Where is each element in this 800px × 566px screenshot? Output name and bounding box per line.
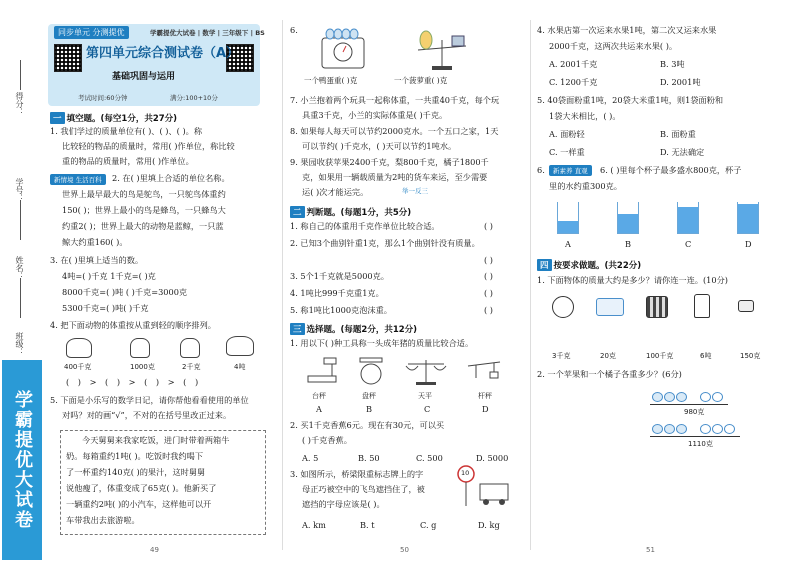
brace-line — [650, 404, 728, 405]
unit-tag: 同步单元 分测提优 — [54, 26, 129, 39]
ox-icon — [66, 338, 92, 358]
option[interactable]: C. g — [420, 520, 437, 530]
c1-line: 1. 用以下( )种工具称一头成年猪的质量比较合适。 — [290, 338, 474, 348]
qr-code-icon — [54, 44, 82, 72]
diary-line: 奶。每箱重约1吨( )。吃饭时我约喝下 — [66, 451, 204, 461]
name-line — [20, 278, 21, 318]
option[interactable]: D. 2001吨 — [660, 77, 701, 87]
cup-a — [557, 202, 579, 234]
section-judge — [290, 206, 411, 218]
q6-label: 一个菠萝重( )克 — [394, 76, 448, 85]
q2-line: 2. 在( )里填上合适的单位名称。 — [112, 173, 230, 183]
steelyard-icon — [466, 356, 502, 386]
chicken-icon — [130, 338, 150, 358]
weight-label: 400千克 — [64, 363, 92, 371]
diary-line: 今天舅舅来我家吃饭，进门时带着两箱牛 — [82, 435, 230, 445]
section-number: 二 — [290, 206, 305, 218]
tool-label: 盘秤 — [362, 392, 376, 400]
section-practice — [537, 259, 641, 271]
option-letter[interactable]: B — [625, 239, 632, 249]
q3-line: 5300千克=( )吨( )千克 — [62, 303, 149, 313]
page-title: 第四单元综合测试卷（A） — [86, 46, 240, 61]
eraser-icon — [738, 300, 754, 312]
q6-label: 一个鸭蛋重( )克 — [304, 76, 358, 85]
option[interactable]: B. 50 — [358, 453, 380, 463]
full-score: 满分:100+10分 — [170, 94, 218, 102]
new-context-tag: 新情境 生活百科 — [50, 174, 106, 185]
option-letter[interactable]: B — [366, 404, 373, 414]
total-weight-2: 1110克 — [688, 440, 713, 448]
option-letter[interactable]: A — [316, 404, 322, 414]
option-letter[interactable]: D — [482, 404, 489, 414]
orange-icon — [700, 424, 711, 434]
q1-line: 比较轻的物品的质量时，常用( )作单位，称比较 — [62, 141, 235, 151]
tool-label: 杆秤 — [478, 392, 492, 400]
balance-icon — [404, 356, 448, 386]
order-line: ( ) > ( ) > ( ) > ( ) — [66, 377, 202, 387]
c6-line: 6. ( )里每个杯子最多盛水800克，杯子 — [600, 165, 742, 175]
section-label: 填空题。(每空1分，共27分) — [66, 114, 178, 124]
tool-label: 天平 — [418, 392, 432, 400]
judge-paren[interactable]: ( ) — [484, 305, 493, 315]
c3-line: 母正巧被空中的飞鸟遮挡住了，被 — [302, 484, 425, 494]
binding-strip — [0, 0, 44, 566]
exam-time: 考试时间:60分钟 — [78, 94, 128, 102]
cup-d — [737, 202, 759, 234]
diary-line: 了一杯重约140克( )的果汁，这时舅舅 — [66, 467, 206, 477]
section-label: 判断题。(每题1分，共5分) — [306, 208, 412, 218]
c6-number: 6. — [537, 165, 545, 175]
c5-line: 5. 40袋面粉重1吨，20袋大米重1吨，则1袋面粉和 — [537, 95, 724, 105]
judge-item: 1. 称自己的体重用千克作单位比较合适。 — [290, 221, 440, 231]
section-number: 四 — [537, 259, 552, 271]
detergent-bottle-icon — [694, 294, 710, 318]
c4-line: 4. 水果店第一次运来水果1吨，第二次又运来水果 — [537, 25, 717, 35]
judge-paren[interactable]: ( ) — [484, 255, 493, 265]
weight-label: 2千克 — [182, 363, 201, 371]
p2-line: 2. 一个苹果和一个橘子各重多少？(6分) — [537, 369, 682, 379]
option[interactable]: C. 1200千克 — [549, 77, 598, 87]
apple-icon — [652, 424, 663, 434]
balance-pineapple-icon — [412, 28, 472, 72]
option-letter[interactable]: A — [565, 239, 571, 249]
apple-icon — [664, 424, 675, 434]
diary-line: 说他瘦了，体重变成了65克( )。他新买了 — [66, 483, 217, 493]
q9-line: 克，如果用一辆载质量为2吨的货车来运，至少需要 — [302, 172, 488, 182]
q9-line: 运( )次才能运完。 — [302, 187, 369, 197]
judge-paren[interactable]: ( ) — [484, 271, 493, 281]
apple-icon — [652, 392, 663, 402]
rhino-icon — [226, 336, 254, 356]
name-label: 姓名： — [15, 256, 24, 280]
option-letter[interactable]: C — [424, 404, 431, 414]
dial-scale-icon — [356, 356, 386, 386]
section-number: 一 — [50, 112, 65, 124]
page-number: 50 — [400, 546, 409, 554]
c2-line: ( )千克香蕉。 — [302, 435, 352, 445]
diary-line: 一辆重约2吨( )的小汽车，这样他可以开 — [66, 499, 212, 509]
c4-line: 2000千克，这两次共运来水果( )。 — [549, 41, 678, 51]
q2-line: 约重2( )；世界上最大的动物是蓝鲸，一只蓝 — [62, 221, 224, 231]
brace-line — [650, 436, 740, 437]
practice-tag: 举一反三 — [402, 187, 428, 195]
judge-paren[interactable]: ( ) — [484, 221, 493, 231]
page-subtitle: 基础巩固与运用 — [112, 72, 176, 82]
option[interactable]: B. 面粉重 — [660, 129, 696, 139]
cup-c — [677, 202, 699, 234]
chocolate-icon — [646, 296, 668, 318]
q3-line: 4吨=( )千克 1千克=( )克 — [62, 271, 156, 281]
series-label: 学霸提优大试卷 | 数学 | 三年级下 | BS — [150, 29, 265, 37]
q3-line: 3. 在( )里填上适当的数。 — [50, 255, 144, 265]
orange-icon — [724, 424, 735, 434]
q8-line: 可以节约( )千克水，( )天可以节约1吨水。 — [302, 141, 457, 151]
apple-icon — [664, 392, 675, 402]
score-label: 得分： — [15, 92, 24, 116]
diary-line: 车带我出去旅游啦。 — [66, 515, 140, 525]
judge-item: 2. 已知3个曲别针重1克，那么1个曲别针没有质量。 — [290, 238, 480, 248]
option[interactable]: C. 500 — [416, 453, 443, 463]
option[interactable]: D. 5000 — [476, 453, 509, 463]
orange-icon — [712, 424, 723, 434]
panda-icon — [552, 296, 574, 318]
q8-line: 8. 如果每人每天可以节约2000克水。一个五口之家，1天 — [290, 126, 499, 136]
option-letter[interactable]: D — [745, 239, 752, 249]
class-label: 班级： — [15, 332, 24, 356]
section-label: 按要求做题。(共22分) — [553, 261, 642, 271]
option[interactable]: A. km — [302, 520, 326, 530]
q6-number: 6. — [290, 25, 298, 35]
tool-label: 台秤 — [312, 392, 326, 400]
q2-line: 世界上最早最大的鸟是鸵鸟，一只鸵鸟体重约 — [62, 189, 226, 199]
page-divider — [530, 20, 531, 550]
judge-paren[interactable]: ( ) — [484, 288, 493, 298]
weight-option[interactable]: 6吨 — [700, 352, 712, 360]
c2-line: 2. 买1千克香蕉6元。现在有30元，可以买 — [290, 420, 445, 430]
orange-icon — [700, 392, 711, 402]
page-divider — [282, 20, 283, 550]
page-number: 51 — [646, 546, 655, 554]
q4-line: 4. 把下面动物的体重按从重到轻的顺序排列。 — [50, 320, 216, 330]
c3-line: 3. 如图所示，桥梁限重标志牌上的字 — [290, 469, 424, 479]
q2-line: 150( )；世界上最小的鸟是蜂鸟，一只蜂鸟大 — [62, 205, 226, 215]
section-number: 三 — [290, 323, 305, 335]
p1-line: 1. 下面物体的质量大约是多少？请你连一连。(10分) — [537, 275, 728, 285]
weight-option[interactable]: 20克 — [600, 352, 616, 360]
apple-icon — [676, 424, 687, 434]
q9-line: 9. 果园收获苹果2400千克，梨800千克，橘子1800千 — [290, 157, 489, 167]
c3-line: 遮挡的字母应该是( )。 — [302, 499, 385, 509]
id-label: 学号： — [15, 178, 24, 202]
total-weight-1: 980克 — [684, 408, 705, 416]
weight-label: 1000克 — [130, 363, 155, 371]
option[interactable]: B. t — [360, 520, 375, 530]
q2-line: 鲸大约重160( )。 — [62, 237, 128, 247]
weight-option[interactable]: 3千克 — [552, 352, 571, 360]
id-line — [20, 200, 21, 240]
section-choice — [290, 323, 417, 335]
cup-b — [617, 202, 639, 234]
apple-icon — [676, 392, 687, 402]
weight-option[interactable]: 100千克 — [646, 352, 674, 360]
judge-item: 5. 称1吨比1000克泡沫重。 — [290, 305, 392, 315]
option-letter[interactable]: C — [685, 239, 692, 249]
monkey-icon — [180, 338, 200, 358]
score-line — [20, 60, 21, 90]
page-number: 49 — [150, 546, 159, 554]
c5-line: 1袋大米相比，( )。 — [549, 111, 621, 121]
judge-item: 4. 1吨比999千克重1克。 — [290, 288, 384, 298]
q7-line: 具重3千克，小兰的实际体重是( )千克。 — [302, 110, 448, 120]
option[interactable]: C. 一样重 — [549, 147, 585, 157]
c6-line: 里的水约重300克。 — [549, 181, 622, 191]
q5-line: 5. 下面是小乐写的数学日记，请你帮他看看使用的单位 — [50, 395, 249, 405]
scale-duck-eggs-icon — [318, 28, 368, 72]
q3-line: 8000千克=( )吨 ( )千克=3000克 — [62, 287, 188, 297]
q1-line: 1. 我们学过的质量单位有( )、( )、( )。称 — [50, 126, 203, 136]
q5-line: 对吗？对的画“√”，不对的在括号里改正过来。 — [62, 410, 232, 420]
platform-scale-icon — [304, 356, 340, 386]
q7-line: 7. 小兰抱着两个玩具一起称体重，一共重40千克，每个玩 — [290, 95, 500, 105]
section-label: 选择题。(每题2分，共12分) — [306, 325, 418, 335]
weight-limit-sign: 10 — [461, 469, 470, 477]
q1-line: 重的物品的质量时，常用( )作单位。 — [62, 156, 194, 166]
section-fill-blank — [50, 112, 177, 124]
judge-item: 3. 5个1千克就是5000克。 — [290, 271, 389, 281]
option[interactable]: D. 无法确定 — [660, 147, 705, 157]
orange-icon — [712, 392, 723, 402]
weight-option[interactable]: 150克 — [740, 352, 761, 360]
literacy-tag: 新素养 直观 — [549, 165, 592, 176]
bus-icon — [596, 298, 624, 316]
weight-label: 4吨 — [234, 363, 246, 371]
option[interactable]: A. 2001千克 — [549, 59, 598, 69]
option[interactable]: A. 面粉轻 — [549, 129, 585, 139]
option[interactable]: D. kg — [478, 520, 500, 530]
option[interactable]: A. 5 — [302, 453, 319, 463]
option[interactable]: B. 3吨 — [660, 59, 685, 69]
brand-banner: 学霸提优大试卷 — [2, 360, 42, 560]
